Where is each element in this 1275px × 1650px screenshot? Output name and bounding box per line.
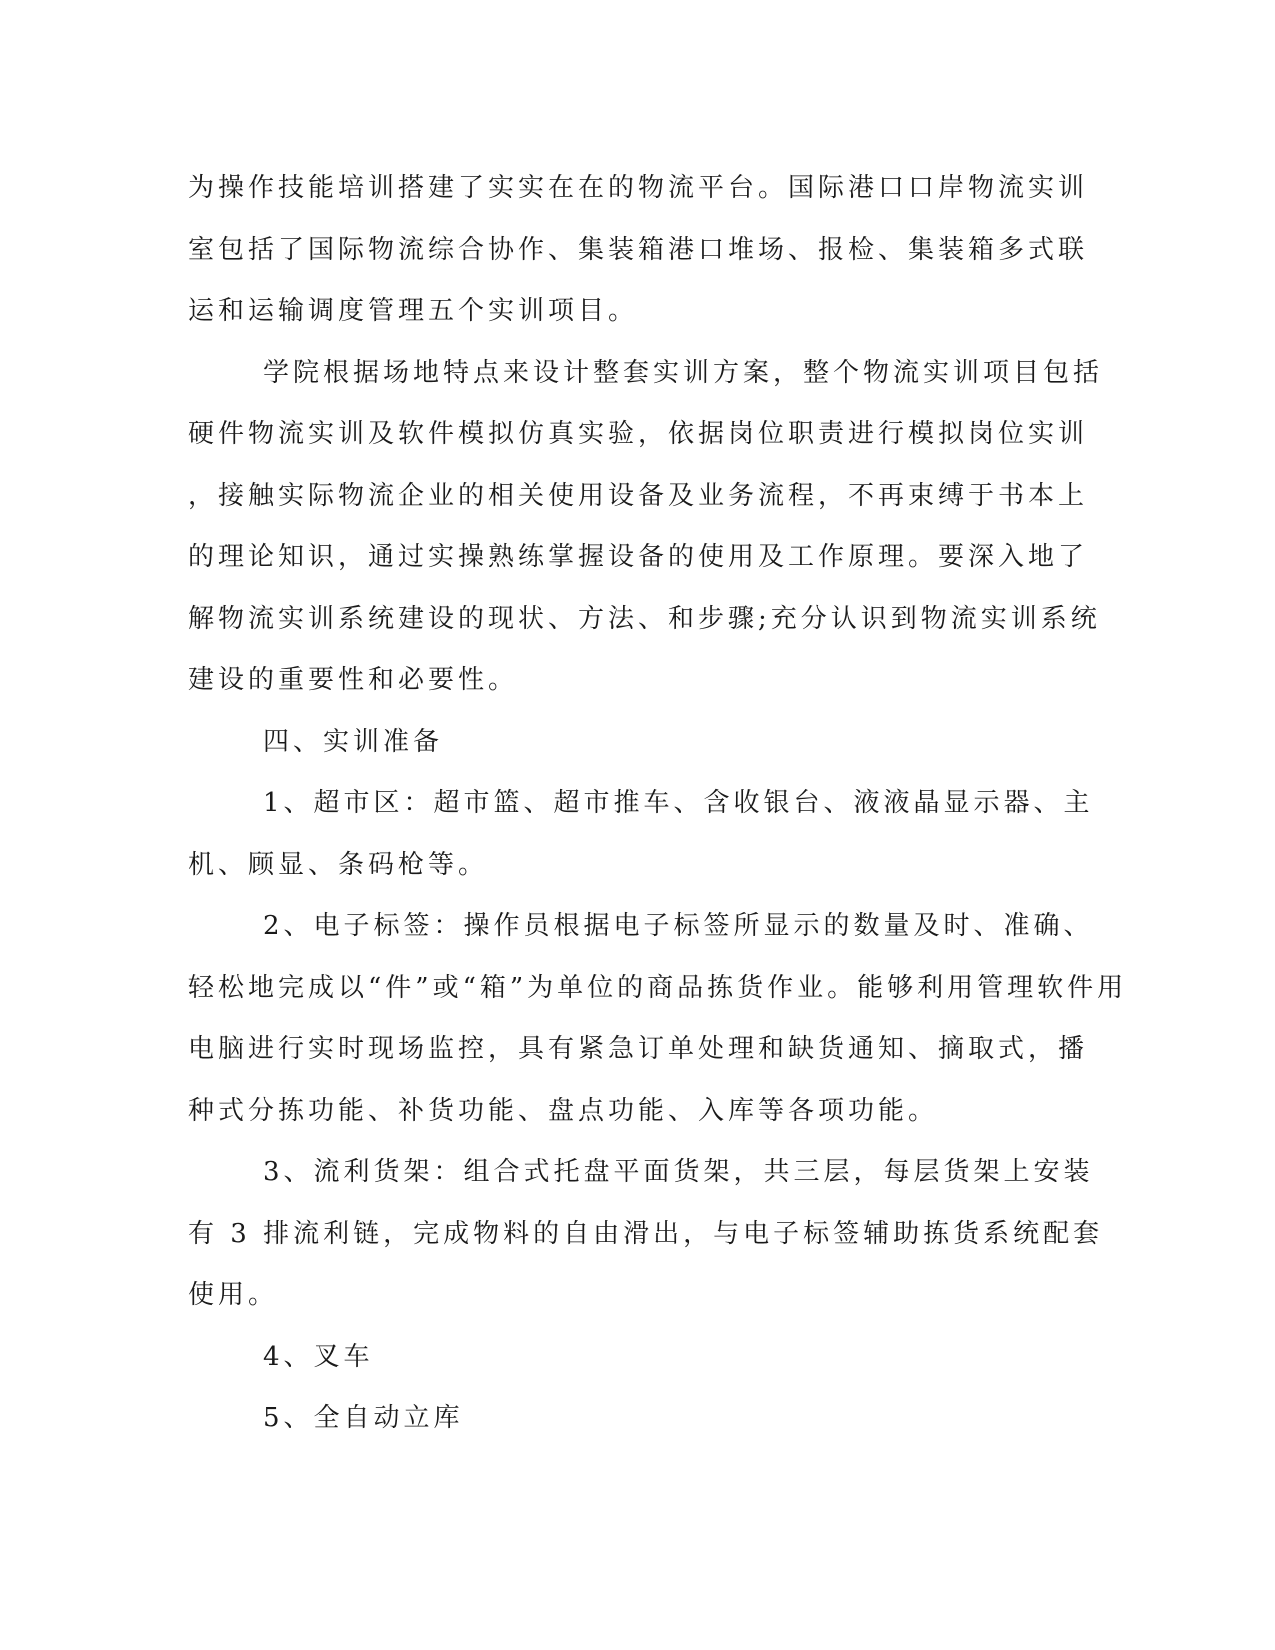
- list-item: 3、流利货架：组合式托盘平面货架，共三层，每层货架上安装: [263, 1157, 1094, 1187]
- list-item: 1、超市区：超市篮、超市推车、含收银台、液液晶显示器、主: [263, 788, 1094, 818]
- text-line: 建设的重要性和必要性。: [188, 665, 519, 695]
- document-body: [188, 158, 1128, 1450]
- list-item: 4、叉车: [263, 1341, 374, 1372]
- text-line: 电脑进行实时现场监控，具有紧急订单处理和缺货通知、摘取式，播: [188, 1034, 1089, 1064]
- text-line: 学院根据场地特点来设计整套实训方案，整个物流实训项目包括: [263, 357, 1104, 388]
- list-item: 5、全自动立库: [263, 1403, 464, 1433]
- list-item: 2、电子标签：操作员根据电子标签所显示的数量及时、准确、: [263, 911, 1094, 941]
- text-line: 机、顾显、条码枪等。: [188, 849, 489, 880]
- text-line: 轻松地完成以“件”或“箱”为单位的商品拣货作业。能够利用管理软件用: [188, 972, 1128, 1003]
- text-line: 使用。: [188, 1280, 279, 1310]
- text-line: 室包括了国际物流综合协作、集装箱港口堆场、报检、集装箱多式联: [188, 234, 1089, 265]
- text-line: 解物流实训系统建设的现状、方法、和步骤;充分认识到物流实训系统: [188, 603, 1101, 634]
- text-line: 种式分拣功能、补货功能、盘点功能、入库等各项功能。: [188, 1095, 939, 1126]
- text-line: 的理论知识，通过实操熟练掌握设备的使用及工作原理。要深入地了: [188, 542, 1089, 572]
- text-line: 有 3 排流利链，完成物料的自由滑出，与电子标签辅助拣货系统配套: [188, 1218, 1104, 1249]
- text-line: ，接触实际物流企业的相关使用设备及业务流程，不再束缚于书本上: [188, 480, 1089, 511]
- section-heading: 四、实训准备: [263, 726, 444, 757]
- text-line: 为操作技能培训搭建了实实在在的物流平台。国际港口口岸物流实训: [188, 173, 1089, 203]
- text-line: 运和运输调度管理五个实训项目。: [188, 296, 639, 326]
- text-line: 硬件物流实训及软件模拟仿真实验，依据岗位职责进行模拟岗位实训: [188, 419, 1089, 449]
